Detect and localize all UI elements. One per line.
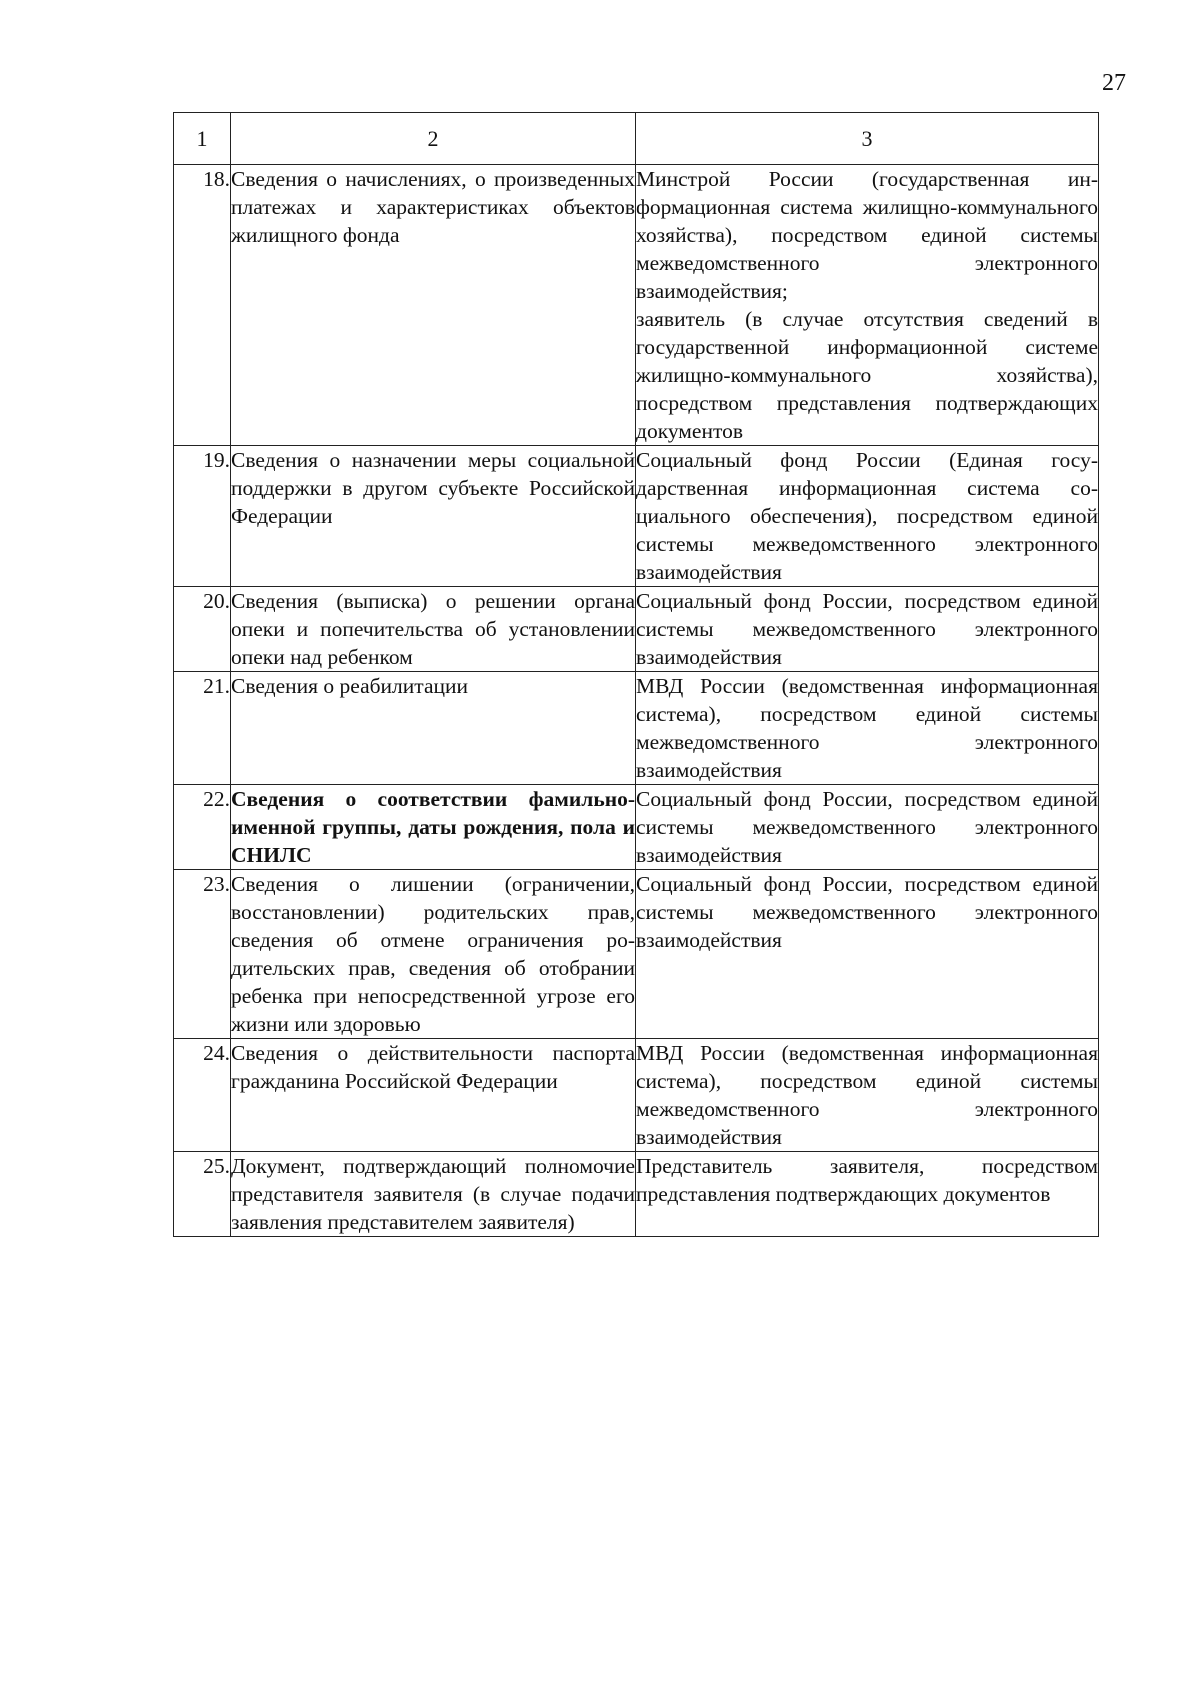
table-row — [174, 672, 1099, 785]
row-number: 21. — [174, 672, 231, 785]
row-source-paragraph: Минстрой России (государственная информационная система жилищно-коммунального хозяйства), посредством единой системы межведомственного электронного взаимодействия; — [636, 167, 1098, 303]
row-source-paragraph: Представитель заявителя, посредством представления подтверждающих документов — [636, 1154, 1098, 1206]
row-number: 18. — [174, 165, 231, 446]
row-source-paragraph: заявитель (в случае отсутствия сведений в государственной информационной системе жилищно-коммунального хозяйства), посредством представления подтверждающих документов — [636, 307, 1098, 443]
row-source — [636, 1152, 1099, 1237]
table-row — [174, 446, 1099, 587]
row-number: 20. — [174, 587, 231, 672]
row-source — [636, 870, 1099, 1039]
table-header-row — [174, 113, 1099, 165]
row-information: Сведения о действительности паспорта гражданина Российской Федерации — [231, 1039, 636, 1152]
row-source — [636, 446, 1099, 587]
table-row — [174, 165, 1099, 446]
row-information: Сведения (выписка) о решении органа опеки и попечительства об установлении опеки над ребенком — [231, 587, 636, 672]
row-source — [636, 1039, 1099, 1152]
row-source — [636, 165, 1099, 446]
row-information: Сведения о начислениях, о произведенных платежах и характеристиках объектов жилищного фонда — [231, 165, 636, 446]
row-information: Сведения о соответствии фамильно-именной группы, даты рождения, пола и СНИЛС — [231, 785, 636, 870]
table-row — [174, 1039, 1099, 1152]
column-header-1: 1 — [174, 113, 231, 165]
table-row — [174, 1152, 1099, 1237]
row-source-paragraph: МВД России (ведомственная информационная система), посредством единой системы межведомственного электронного взаимодействия — [636, 1041, 1098, 1149]
column-header-2: 2 — [231, 113, 636, 165]
row-source — [636, 672, 1099, 785]
table-row — [174, 785, 1099, 870]
row-information: Сведения о назначении меры социальной поддержки в другом субъекте Российской Федерации — [231, 446, 636, 587]
row-number: 19. — [174, 446, 231, 587]
row-source — [636, 785, 1099, 870]
row-source-paragraph: МВД России (ведомственная информационная система), посредством единой системы межведомственного электронного взаимодействия — [636, 674, 1098, 782]
page-number: 27 — [1102, 70, 1126, 96]
row-source-paragraph: Социальный фонд России, посредством единой системы межведомственного электронного взаимодействия — [636, 872, 1098, 952]
row-source-paragraph: Социальный фонд России, посредством единой системы межведомственного электронного взаимодействия — [636, 589, 1098, 669]
column-header-3: 3 — [636, 113, 1099, 165]
row-information: Сведения о лишении (ограничении, восстановлении) родительских прав, сведения об отмене ограничения родительских прав, сведения об отобрании ребенка при непосредственной угрозе его жизни или здоровью — [231, 870, 636, 1039]
row-source — [636, 587, 1099, 672]
row-source-paragraph: Социальный фонд России (Единая государственная информационная система социального обеспечения), посредством единой системы межведомственного электронного взаимодействия — [636, 448, 1098, 584]
row-source-paragraph: Социальный фонд России, посредством единой системы межведомственного электронного взаимодействия — [636, 787, 1098, 867]
row-number: 25. — [174, 1152, 231, 1237]
documents-table — [173, 112, 1099, 1237]
table-row — [174, 870, 1099, 1039]
row-number: 24. — [174, 1039, 231, 1152]
table-row — [174, 587, 1099, 672]
row-information: Сведения о реабилитации — [231, 672, 636, 785]
row-number: 23. — [174, 870, 231, 1039]
row-information: Документ, подтверждающий полномочие представителя заявителя (в случае подачи заявления представителем заявителя) — [231, 1152, 636, 1237]
row-number: 22. — [174, 785, 231, 870]
